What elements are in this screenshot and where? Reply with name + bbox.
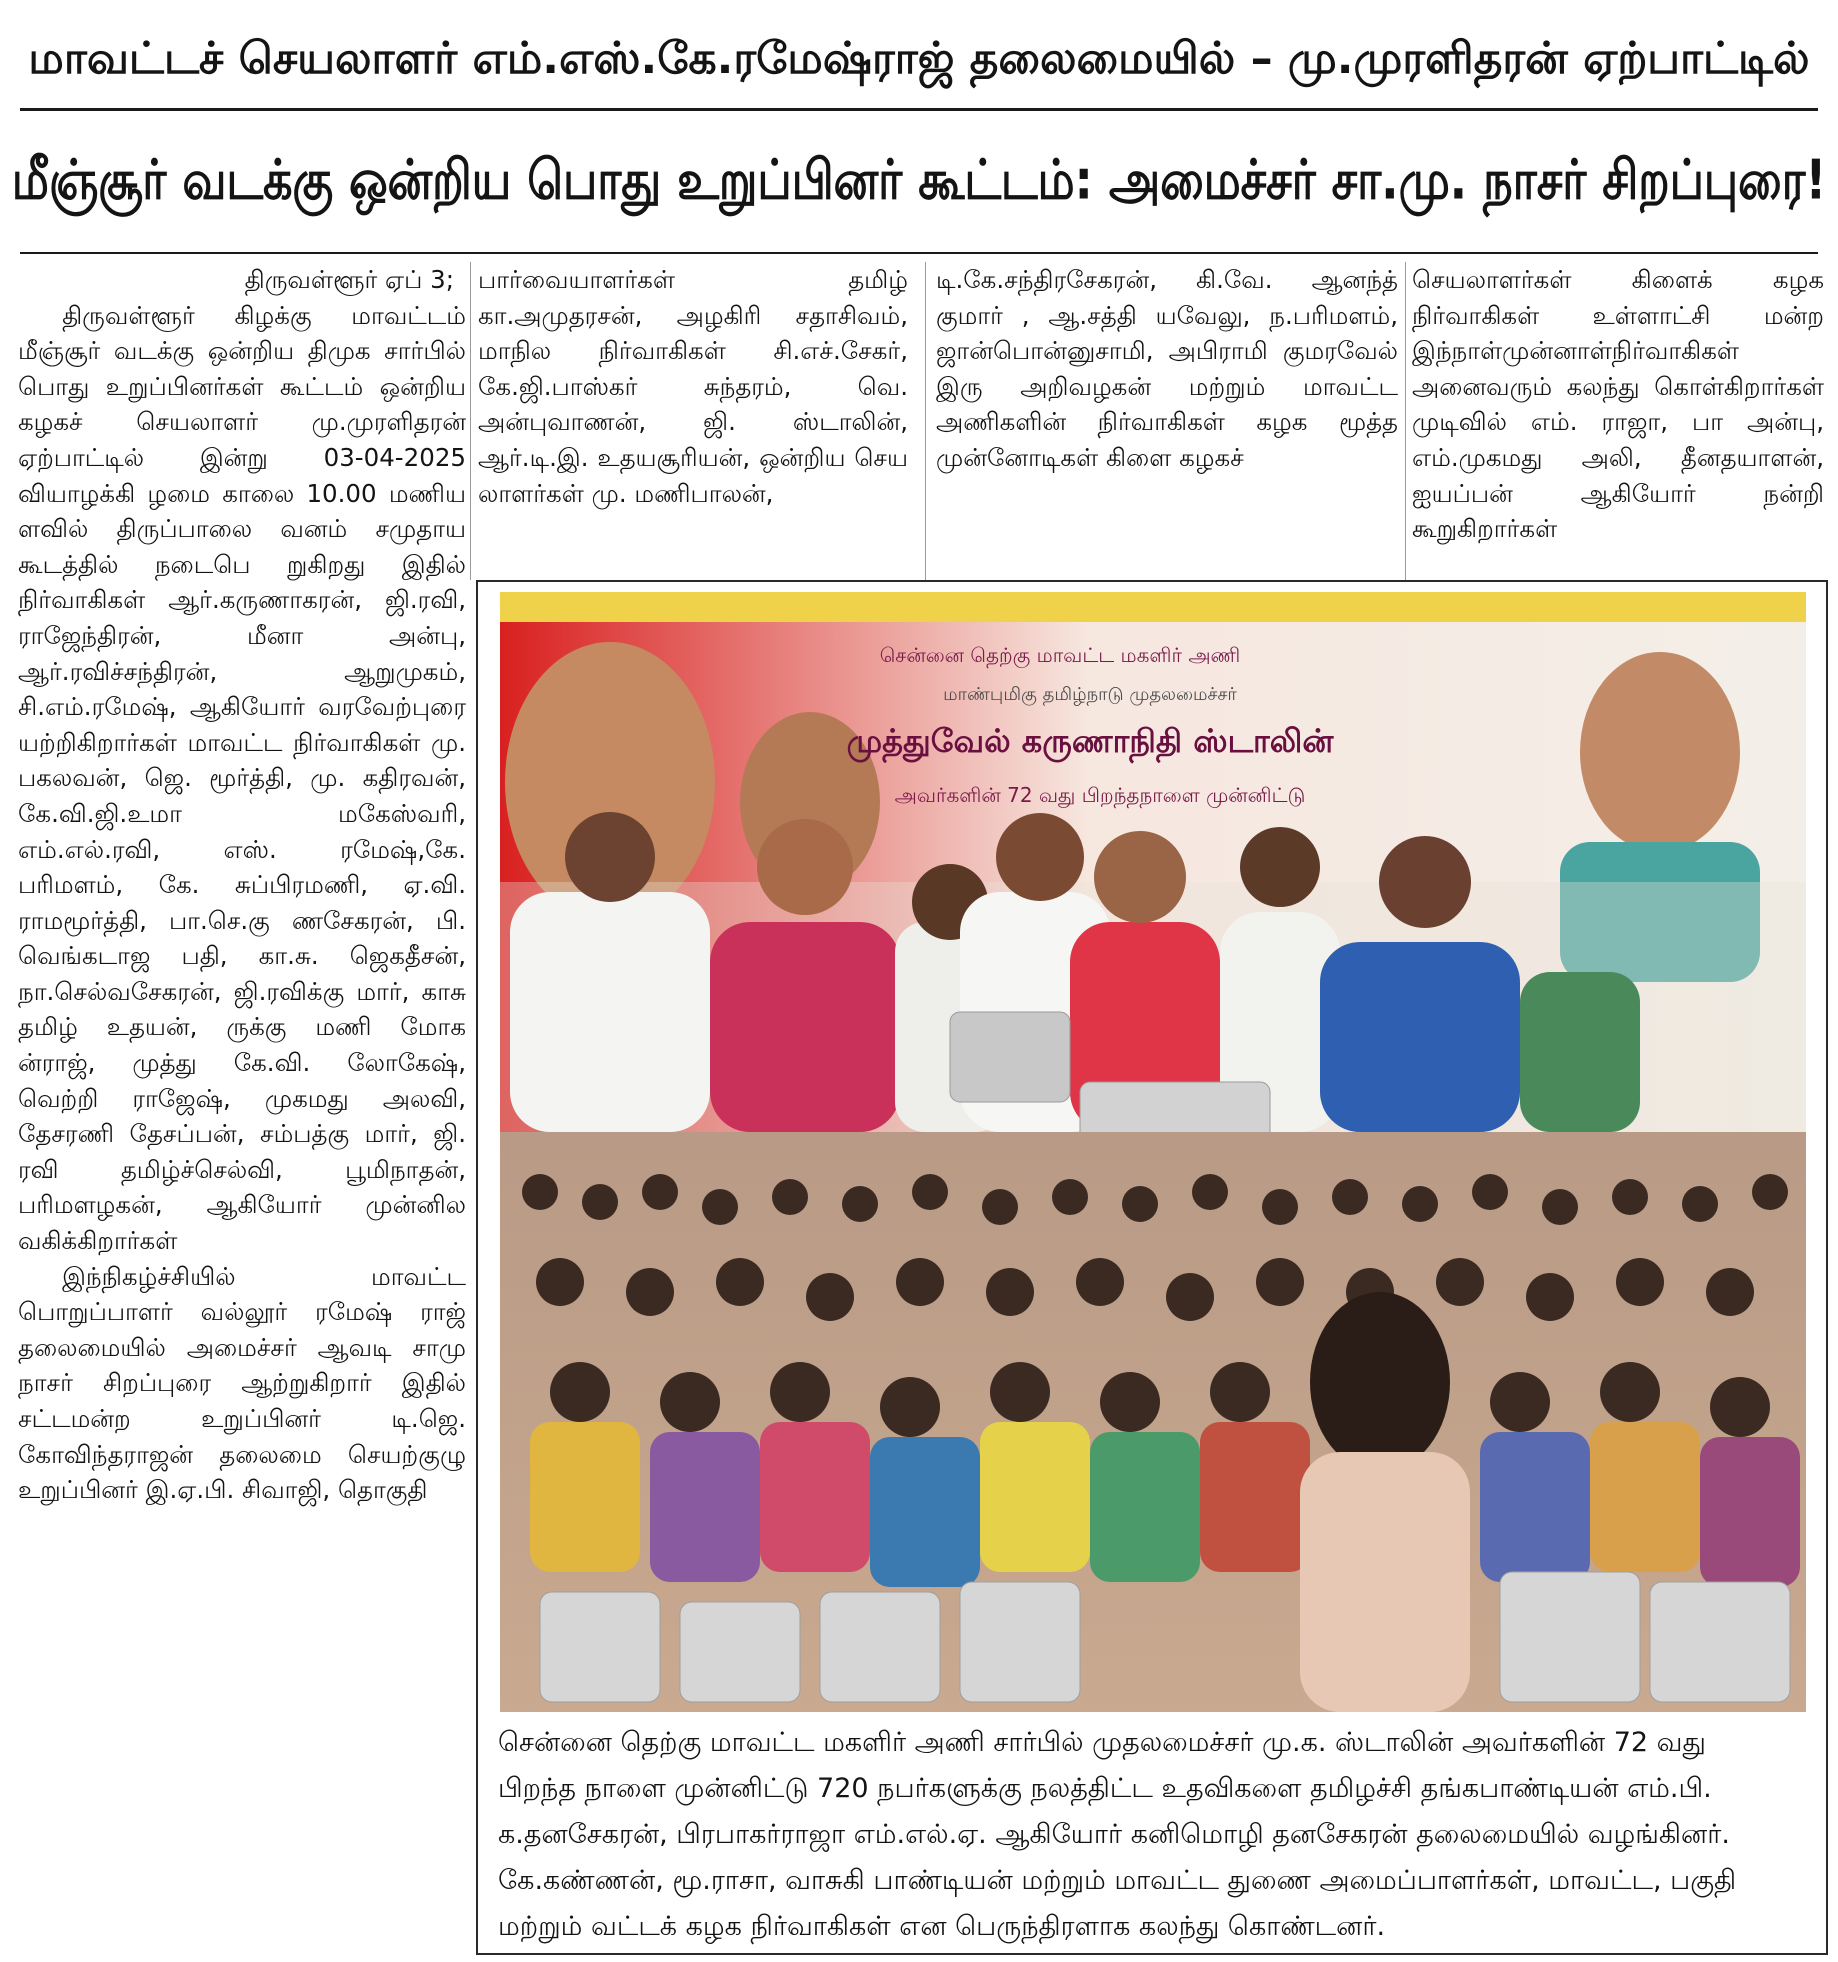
- banner-line-3: முத்துவேல் கருணாநிதி ஸ்டாலின்: [846, 722, 1334, 760]
- face-woman-blue: [1379, 836, 1471, 928]
- headline: மீஞ்சூர் வடக்கு ஒன்றிய பொது உறுப்பினர் கூட்டம்: அமைச்சர் சா.மு. நாசர் சிறப்புரை!: [11, 147, 1827, 211]
- face-man-center: [996, 813, 1084, 901]
- article-paragraph-1: திருவள்ளூர் கிழக்கு மாவட்டம் மீஞ்சூர் வடக்கு ஒன்றிய திமுக சார்பில் பொது உறுப்பினர்கள் கூட்டம் ஒன்றிய கழகச் செயலாளர் மு.முரளிதரன் ஏற்பாட்டில் இன்று 03-04-2025 வியாழக்கி ழமை காலை 10.00 மணிய ளவில் திருப்பாலை வனம் சமுதாய கூடத்தில் நடைபெ றுகிறது இதில் நிர்வாகிகள் ஆர்.கருணாகரன், ஜி.ரவி, ராஜேந்திரன், மீனா அன்பு, ஆர்.ரவிச்சந்திரன், ஆறுமுகம், சி.எம்.ரமேஷ், ஆகியோர் வரவேற்புரை யற்றிகிறார்கள் மாவட்ட நிர்வாகிகள் மு. பகலவன், ஜெ. மூர்த்தி, மு. கதிரவன், கே.வி.ஜி.உமா மகேஸ்வரி, எம்.எல்.ரவி, எஸ். ரமேஷ்,கே. பரிமளம், கே. சுப்பிரமணி, ஏ.வி. ராமமூர்த்தி, பா.செ.கு ணசேகரன், பி. வெங்கடாஜ பதி, கா.சு. ஜெகதீசன், நா.செல்வசேகரன், ஜி.ரவிக்கு மார், காசு தமிழ் உதயன், ருக்கு மணி மோக ன்ராஜ், முத்து கே.வி. லோகேஷ், வெற்றி ராஜேஷ், முகமது அலவி, தேசரணி தேசப்பன், சம்பத்கு மார், ஜி. ரவி தமிழ்ச்செல்வி, பூமிநாதன், பரிமளழகன், ஆகியோர் முன்னில வகிக்கிறார்கள்: [18, 300, 466, 1256]
- dateline: திருவள்ளூர் ஏப் 3;: [244, 265, 454, 294]
- headline-rule: [20, 252, 1818, 254]
- woman-blue-saree: [1320, 942, 1520, 1132]
- caption-line-3: க.தனசேகரன், பிரபாகர்ராஜா எம்.எல்.ஏ. ஆகியோர் கனிமொழி தனசேகரன் தலைமையில் வழங்கினர்.: [498, 1819, 1730, 1850]
- banner-portrait-right: [1580, 652, 1740, 852]
- photo-caption: [498, 1720, 1808, 1950]
- caption-line-1: சென்னை தெற்கு மாவட்ட மகளிர் அணி சார்பில் முதலமைச்சர் மு.க. ஸ்டாலின் அவர்களின் 72 வது: [498, 1727, 1706, 1758]
- event-photo-illustration: [500, 592, 1806, 1712]
- foreground-woman-hair: [1310, 1292, 1450, 1472]
- steel-vessel-gift: [950, 1012, 1070, 1102]
- caption-line-5: மற்றும் வட்டக் கழக நிர்வாகிகள் என பெருந்திரளாக கலந்து கொண்டனர்.: [498, 1911, 1386, 1942]
- woman-pink-saree: [710, 922, 900, 1132]
- banner-line-2: மாண்புமிகு தமிழ்நாடு முதலமைச்சர்: [943, 684, 1237, 705]
- banner-top-strip: [500, 592, 1806, 622]
- face-man-right: [1240, 827, 1320, 907]
- face-woman-red: [1094, 831, 1186, 923]
- event-photo: [500, 592, 1806, 1712]
- article-column-2: [478, 262, 908, 582]
- face-man-left: [565, 812, 655, 902]
- banner-line-1: சென்னை தெற்கு மாவட்ட மகளிர் அணி: [879, 643, 1241, 667]
- article-column-3: [936, 262, 1398, 582]
- column-divider: [925, 262, 926, 580]
- article-paragraph-4: டி.கே.சந்திரசேகரன், கி.வே. ஆனந்த் குமார் , ஆ.சத்தி யவேலு, ந.பரிமளம், ஜான்பொன்னுசாமி, அபிராமி குமரவேல் இரு அறிவழகன் மற்றும் மாவட்ட அணிகளின் நிர்வாகிகள் கழக மூத்த முன்னோடிகள் கிளை கழகச்: [936, 265, 1398, 472]
- article-column-4: [1412, 262, 1824, 582]
- caption-line-4: கே.கண்ணன், மூ.ராசா, வாசுகி பாண்டியன் மற்றும் மாவட்ட துணை அமைப்பாளர்கள், மாவட்ட, பகுதி: [498, 1865, 1737, 1896]
- crowd-bodies: [530, 1422, 1800, 1587]
- foreground-woman-saree: [1300, 1452, 1470, 1712]
- column-divider: [470, 262, 471, 580]
- article-paragraph-2: இந்நிகழ்ச்சியில் மாவட்ட பொறுப்பாளர் வல்லூர் ரமேஷ் ராஜ் தலைமையில் அமைச்சர் ஆவடி சாமு நாசர் சிறப்புரை ஆற்றுகிறார் இதில் சட்டமன்ற உறுப்பினர் டி.ஜெ. கோவிந்தராஜன் தலைமை செயற்குழு உறுப்பினர் இ.ஏ.பி. சிவாஜி, தொகுதி: [18, 1261, 466, 1505]
- face-woman-pink: [757, 819, 853, 915]
- woman-green-saree: [1520, 972, 1640, 1132]
- column-divider: [1405, 262, 1406, 580]
- article-paragraph-5: செயலாளர்கள் கிளைக் கழக நிர்வாகிகள் உள்ளாட்சி மன்ற இந்நாள்முன்னாள்நிர்வாகிகள் அனைவரும் கலந்து கொள்கிறார்கள் முடிவில் எம். ராஜா, பா அன்பு, எம்.முகமது அலி, தீனதயாளன், ஐயப்பன் ஆகியோர் நன்றி கூறுகிறார்கள்: [1412, 265, 1824, 544]
- article-paragraph-3: பார்வையாளர்கள் தமிழ் கா.அமுதரசன், அழகிரி சதாசிவம், மாநில நிர்வாகிகள் சி.எச்.சேகர், கே.ஜி.பாஸ்கர் சுந்தரம், வெ. அன்புவாணன், ஜி. ஸ்டாலின், ஆர்.டி.இ. உதயசூரியன், ஒன்றிய செய லாளர்கள் மு. மணிபாலன்,: [478, 265, 908, 508]
- article-column-1: [18, 262, 466, 1952]
- man-white-shirt-left: [510, 892, 710, 1132]
- caption-line-2: பிறந்த நாளை முன்னிட்டு 720 நபர்களுக்கு நலத்திட்ட உதவிகளை தமிழச்சி தங்கபாண்டியன் எம்.பி.: [498, 1773, 1712, 1804]
- kicker-line: மாவட்டச் செயலாளர் எம்.எஸ்.கே.ரமேஷ்ராஜ் தலைமையில் – மு.முரளிதரன் ஏற்பாட்டில்: [28, 32, 1810, 84]
- photo-box: [476, 580, 1828, 1955]
- banner-line-4: அவர்களின் 72 வது பிறந்தநாளை முன்னிட்டு: [894, 783, 1306, 807]
